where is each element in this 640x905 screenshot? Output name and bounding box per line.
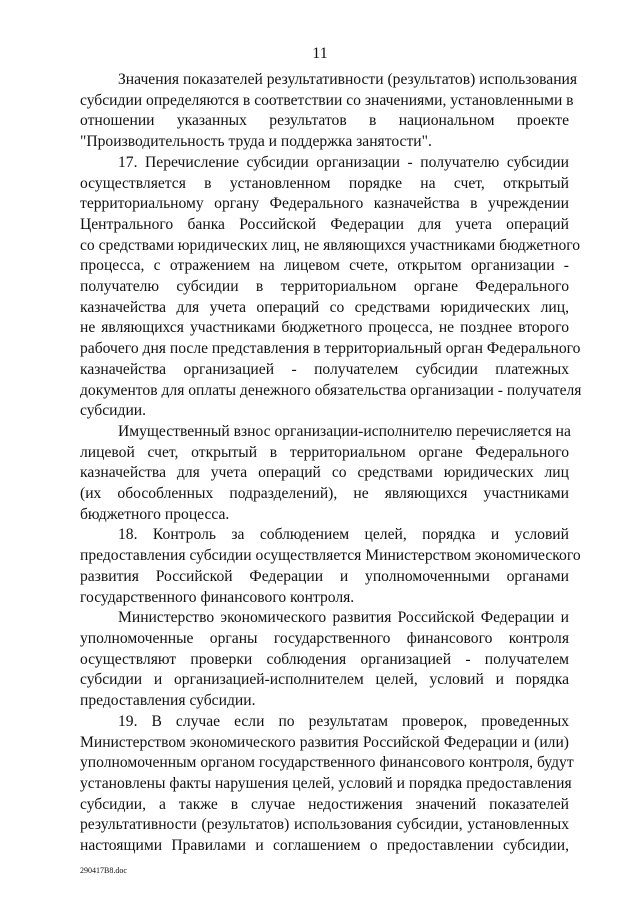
text-line: субсидии и организацией-исполнителем целей, условий и порядка: [80, 671, 569, 689]
text-line: Имущественный взнос организации-исполнителю перечисляется на: [118, 422, 571, 440]
text-line: казначейства для учета операций со средствами юридических лиц,: [80, 298, 569, 316]
page-number: 11: [312, 45, 328, 62]
text-line: осуществляют проверки соблюдения организацией - получателем: [80, 650, 569, 668]
text-line: 19. В случае если по результатам проверок, проведенных: [118, 712, 569, 730]
text-line: государственного финансового контроля.: [80, 588, 355, 606]
text-line: субсидии, а также в случае недостижения значений показателей: [80, 795, 569, 813]
paragraph-clause-19: [80, 712, 574, 857]
text-line: (их обособленных подразделений), не являющихся участниками: [80, 485, 569, 503]
text-line: осуществляется в установленном порядке на счет, открытый: [80, 174, 569, 192]
text-line: документов для оплаты денежного обязательства организации - получателя: [80, 381, 582, 399]
text-line: субсидии определяются в соответствии со значениями, установленными в: [80, 91, 574, 109]
text-line: настоящими Правилами и соглашением о предоставлении субсидии,: [80, 837, 569, 855]
text-line: субсидии.: [80, 402, 147, 420]
text-line: Значения показателей результативности (результатов) использования: [118, 71, 578, 88]
text-line: бюджетного процесса.: [80, 505, 230, 523]
text-line: результативности (результатов) использования субсидии, установленных: [80, 816, 569, 834]
text-line: 18. Контроль за соблюдением целей, порядка и условий: [118, 526, 569, 544]
text-line: уполномоченные органы государственного финансового контроля: [80, 629, 569, 647]
text-line: территориальному органу Федерального казначейства в учреждении: [80, 195, 569, 213]
text-line: отношении указанных результатов в национальном проекте: [80, 112, 569, 130]
text-line: процесса, с отражением на лицевом счете, открытом организации -: [80, 257, 569, 275]
text-line: казначейства организацией - получателем субсидии платежных: [80, 360, 569, 378]
text-line: со средствами юридических лиц, не являющихся участниками бюджетного: [80, 236, 581, 254]
text-line: рабочего дня после представления в территориальный орган Федерального: [80, 340, 581, 358]
text-line: установлены факты нарушения целей, условий и порядка предоставления: [80, 774, 572, 792]
text-line: "Производительность труда и поддержка занятости".: [80, 133, 432, 151]
paragraph-ministry-inspections: [80, 608, 569, 712]
text-line: лицевой счет, открытый в территориальном органе Федерального: [80, 443, 569, 461]
text-line: Центрального банка Российской Федерации для учета операций: [80, 215, 569, 233]
text-line: 17. Перечисление субсидии организации - получателю субсидии: [118, 153, 569, 171]
text-line: предоставления субсидии осуществляется Министерством экономического: [80, 547, 581, 565]
text-line: получателю субсидии в территориальном органе Федерального: [80, 278, 569, 296]
paragraph-indicator-values: [80, 70, 578, 153]
text-line: предоставления субсидии.: [80, 692, 256, 710]
paragraph-property-contribution: [80, 422, 569, 526]
footer-filename: 290417B8.doc: [80, 866, 127, 875]
document-body: [80, 70, 582, 857]
paragraph-clause-18: [80, 525, 581, 608]
text-line: казначейства для учета операций со средствами юридических лиц: [80, 464, 569, 482]
text-line: уполномоченным органом государственного финансового контроля, будут: [80, 754, 574, 772]
text-line: Министерство экономического развития Российской Федерации и: [118, 609, 569, 627]
text-line: развития Российской Федерации и уполномоченными органами: [80, 567, 569, 585]
paragraph-clause-17: [80, 153, 582, 422]
text-line: Министерством экономического развития Российской Федерации и (или): [80, 733, 569, 751]
text-line: не являющихся участниками бюджетного процесса, не позднее второго: [80, 319, 569, 337]
